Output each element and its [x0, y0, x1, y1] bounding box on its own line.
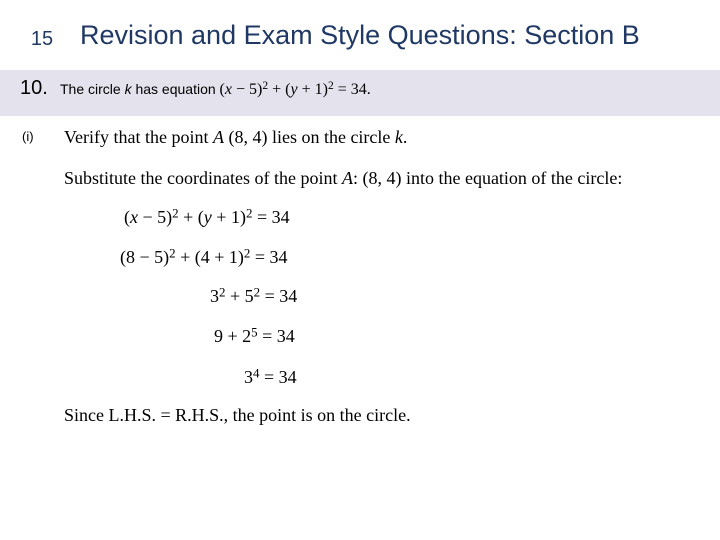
chapter-number: 15 — [30, 27, 54, 50]
conclusion: Since L.H.S. = R.H.S., the point is on the circle. — [64, 405, 411, 425]
section-title: Revision and Exam Style Questions: Section B — [80, 20, 640, 50]
working-step: $3^2 + 5^2 = 34$ — [210, 284, 298, 306]
working-step: $(x - 5)^2 + (y + 1)^2 = 34$ — [124, 205, 290, 227]
question-stem: The circle k has equation $(x - 5)^2 + (y + 1)^2 = 34$. — [60, 80, 371, 98]
part-task: Verify that the point A (8, 4) lies on the circle k. — [64, 127, 408, 147]
question-number: 10. — [20, 77, 48, 99]
working-step: $9 + 2^5 = 34$ — [214, 324, 295, 346]
working-step: $(8 - 5)^2 + (4 + 1)^2 = 34$ — [120, 245, 288, 267]
working-step: $3^4 = 34$ — [244, 365, 297, 387]
working-intro: Substitute the coordinates of the point A: (8, 4) into the equation of the circle: — [64, 168, 623, 188]
part-label: (i) — [22, 129, 34, 144]
